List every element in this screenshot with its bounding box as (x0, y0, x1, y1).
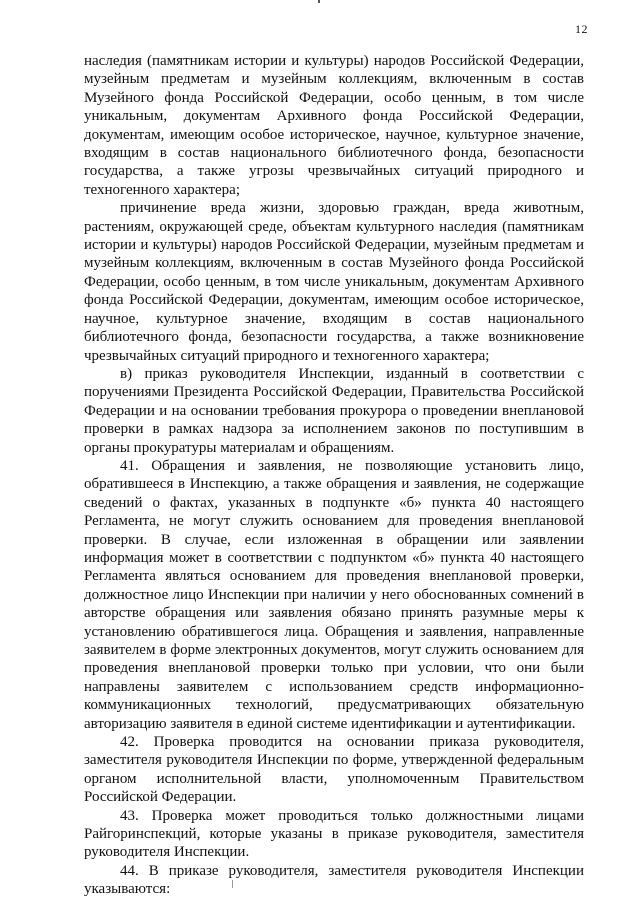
paragraph-42-inspection-basis: 42. Проверка проводится на основании приказа руководителя, заместителя руководителя Инспекции по форме, утвержденной федеральным органом исполнительной власти, уполномоченным Правительством Российской Федерации. (84, 734, 584, 806)
scan-mark-top (318, 0, 320, 3)
scan-mark-bottom (232, 880, 233, 888)
page-number: 12 (575, 22, 588, 36)
paragraph-43-inspectors: 43. Проверка может проводиться только должностными лицами Райгоринспекций, которые указаны в приказе руководителя, заместителя руководителя Инспекции. (84, 807, 584, 861)
paragraph-item-v-order: в) приказ руководителя Инспекции, изданный в соответствии с поручениями Президента Российской Федерации, Правительства Российской Федерации и на основании требования прокурора о проведении внеплановой проверки в рамках надзора за исполнением законов по поступившим в органы прокуратуры материалам и обращениям. (84, 365, 584, 456)
document-body (84, 52, 584, 899)
paragraph-heritage-threats: наследия (памятникам истории и культуры) народов Российской Федерации, музейным предметам и музейным коллекциям, включенным в состав Музейного фонда Российской Федерации, особо ценным, в том числе уникальным, документам Архивного фонда Российской Федерации, документам, имеющим особое историческое, научное, культурное значение, входящим в состав национального библиотечного фонда, безопасности государства, а также угрозы чрезвычайных ситуаций природного и техногенного характера; (84, 53, 584, 198)
paragraph-harm-caused: причинение вреда жизни, здоровью граждан, вреда животным, растениям, окружающей среде, объектам культурного наследия (памятникам истории и культуры) народов Российской Федерации, музейным предметам и музейным коллекциям, включенным в состав Музейного фонда Российской Федерации, особо ценным, в том числе уникальным, документам Архивного фонда Российской Федерации, документам, имеющим особое историческое, научное, культурное значение, входящим в состав национального библиотечного фонда, безопасности государства, а также возникновение чрезвычайных ситуаций природного и техногенного характера; (84, 200, 584, 364)
paragraph-44-order-contents: 44. В приказе руководителя, заместителя руководителя Инспекции указываются: (84, 862, 584, 898)
paragraph-41-appeals: 41. Обращения и заявления, не позволяющие установить лицо, обратившееся в Инспекцию, а также обращения и заявления, не содержащие сведений о фактах, указанных в подпункте «б» пункта 40 настоящего Регламента, не могут служить основанием для проведения внеплановой проверки. В случае, если изложенная в обращении или заявлении информация может в соответствии с подпунктом «б» пункта 40 настоящего Регламента являться основанием для проведения внеплановой проверки, должностное лицо Инспекции при наличии у него обоснованных сомнений в авторстве обращения или заявления обязано принять разумные меры к установлению обратившегося лица. Обращения и заявления, направленные заявителем в форме электронных документов, могут служить основанием для проведения внеплановой проверки только при условии, что они были направлены заявителем с использованием средств информационно-коммуникационных технологий, предусматривающих обязательную авторизацию заявителя в единой системе идентификации и аутентификации. (84, 457, 584, 732)
